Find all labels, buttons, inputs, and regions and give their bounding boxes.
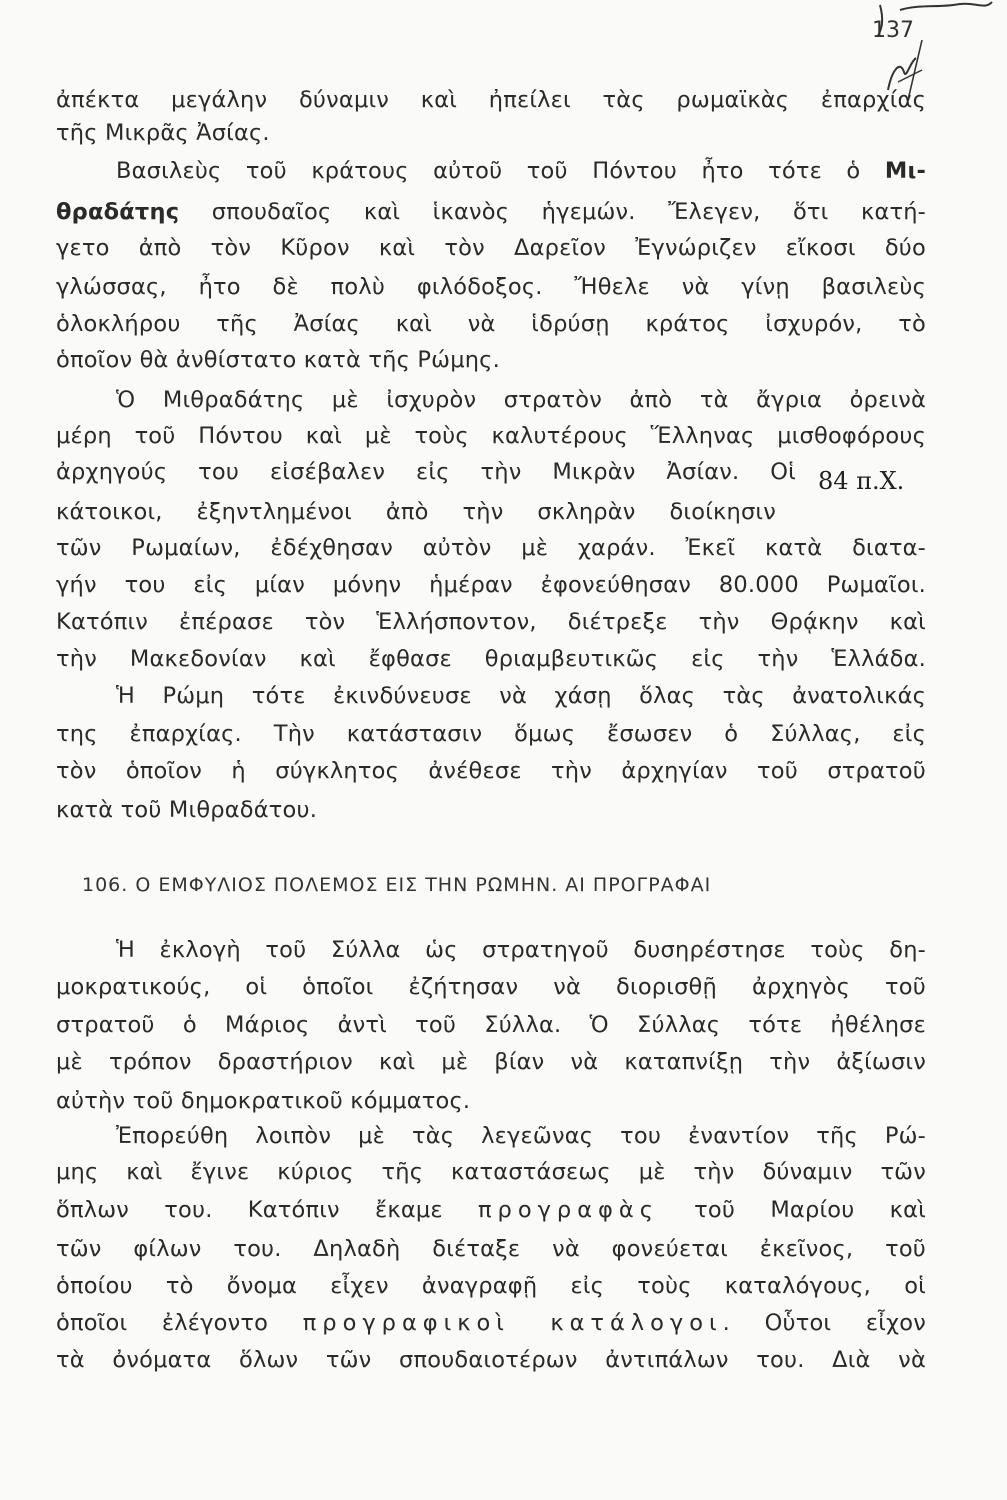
text-line: τὴν Μακεδονίαν καὶ ἔφθασε θριαμβευτικῶς εἰς τὴν Ἑλλάδα. [56,646,926,672]
text-fragment: ὁποῖοι ἐλέγοντο [56,1310,303,1336]
text-line: ἀπέκτα μεγάλην δύναμιν καὶ ἠπείλει τὰς ρωμαϊκὰς ἐπαρχίας [56,87,926,113]
text-line: τῶν φίλων του. Δηλαδὴ διέταξε νὰ φονεύεται ἐκεῖνος, τοῦ [56,1236,926,1262]
text-line: ὁποῖον θὰ ἀνθίστατο κατὰ τῆς Ρώμης. [56,347,500,373]
text-line: τῆς Μικρᾶς Ἀσίας. [56,120,270,146]
spaced-term: προγραφὰς [478,1197,659,1223]
spaced-term: προγραφικοὶ κατάλογοι [302,1310,723,1336]
text-line: της ἐπαρχίας. Τὴν κατάστασιν ὅμως ἔσωσεν ὁ Σύλλας, εἰς [56,721,926,747]
text-line: τῶν Ρωμαίων, ἐδέχθησαν αὐτὸν μὲ χαράν. Ἐκεῖ κατὰ διατα- [56,535,926,561]
text-line: Ἐπορεύθη λοιπὸν μὲ τὰς λεγεῶνας του ἐναντίον τῆς Ρώ- [116,1123,926,1149]
text-fragment: τοῦ Μαρίου καὶ [658,1197,926,1223]
text-line: κάτοικοι, ἐξηντλημένοι ἀπὸ τὴν σκληρὰν διοίκησιν [56,499,776,525]
text-line: τὸν ὁποῖον ἡ σύγκλητος ἀνέθεσε τὴν ἀρχηγίαν τοῦ στρατοῦ [56,758,926,784]
page-number: 137 [872,18,914,43]
text-line: γήν του εἰς μίαν μόνην ἡμέραν ἐφονεύθησαν 80.000 Ρωμαῖοι. [56,572,926,598]
text-line: γλώσσας, ἦτο δὲ πολὺ φιλόδοξος. Ἤθελε νὰ γίνῃ βασιλεὺς [56,274,926,300]
text-line: μης καὶ ἔγινε κύριος τῆς καταστάσεως μὲ τὴν δύναμιν τῶν [56,1159,926,1185]
text-line: μὲ τρόπον δραστήριον καὶ μὲ βίαν νὰ καταπνίξῃ τὴν ἀξίωσιν [56,1049,926,1075]
text-line: κατὰ τοῦ Μιθραδάτου. [56,797,318,823]
text-line: Ἡ ἐκλογὴ τοῦ Σύλλα ὡς στρατηγοῦ δυσηρέστησε τοὺς δη- [116,937,926,963]
bold-name: Μι- [884,158,926,184]
text-fragment: σπουδαῖος καὶ ἱκανὸς ἡγεμών. Ἔλεγεν, ὅτι κατή- [179,199,926,225]
text-line [56,1308,926,1338]
text-line: στρατοῦ ὁ Μάριος ἀντὶ τοῦ Σύλλα. Ὁ Σύλλας τότε ἠθέλησε [56,1012,926,1038]
text-line [56,1195,926,1225]
text-line: Κατόπιν ἐπέρασε τὸν Ἑλλήσποντον, διέτρεξε τὴν Θρᾴκην καὶ [56,609,926,635]
text-fragment: Βασιλεὺς τοῦ κράτους αὐτοῦ τοῦ Πόντου ἦτο τότε ὁ [116,158,885,184]
text-line: ὁλοκλήρου τῆς Ἀσίας καὶ νὰ ἱδρύσῃ κράτος ἰσχυρόν, τὸ [56,311,926,337]
text-line [56,197,926,227]
text-fragment: . Οὗτοι εἶχον [722,1310,926,1336]
text-line: ἀρχηγούς του εἰσέβαλεν εἰς τὴν Μικρὰν Ἀσίαν. Οἱ [56,459,796,485]
text-line: μοκρατικούς, οἱ ὁποῖοι ἐζήτησαν νὰ διορισθῇ ἀρχηγὸς τοῦ [56,974,926,1000]
text-line: Ἡ Ρώμη τότε ἐκινδύνευσε νὰ χάσῃ ὅλας τὰς ἀνατολικάς [116,683,926,709]
bold-name: θραδάτης [56,199,180,225]
text-fragment: ὅπλων του. Κατόπιν ἔκαμε [56,1197,479,1223]
section-heading: 106. Ο ΕΜΦΥΛΙΟΣ ΠΟΛΕΜΟΣ ΕΙΣ ΤΗΝ ΡΩΜΗΝ. ΑΙ ΠΡΟΓΡΑΦΑΙ [82,874,712,896]
text-line: Ὁ Μιθραδάτης μὲ ἰσχυρὸν στρατὸν ἀπὸ τὰ ἄγρια ὀρεινὰ [116,387,926,413]
text-line: ὁποίου τὸ ὄνομα εἶχεν ἀναγραφῇ εἰς τοὺς καταλόγους, οἱ [56,1273,926,1299]
text-line [56,156,926,186]
text-line: γετο ἀπὸ τὸν Κῦρον καὶ τὸν Δαρεῖον Ἐγνώριζεν εἴκοσι δύο [56,235,926,261]
text-line: αὐτὴν τοῦ δημοκρατικοῦ κόμματος. [56,1088,471,1114]
margin-date-note: 84 π.Χ. [818,467,905,495]
text-line: τὰ ὀνόματα ὅλων τῶν σπουδαιοτέρων ἀντιπάλων του. Διὰ νὰ [56,1347,926,1373]
text-line: μέρη τοῦ Πόντου καὶ μὲ τοὺς καλυτέρους Ἕλληνας μισθοφόρους [56,423,926,449]
